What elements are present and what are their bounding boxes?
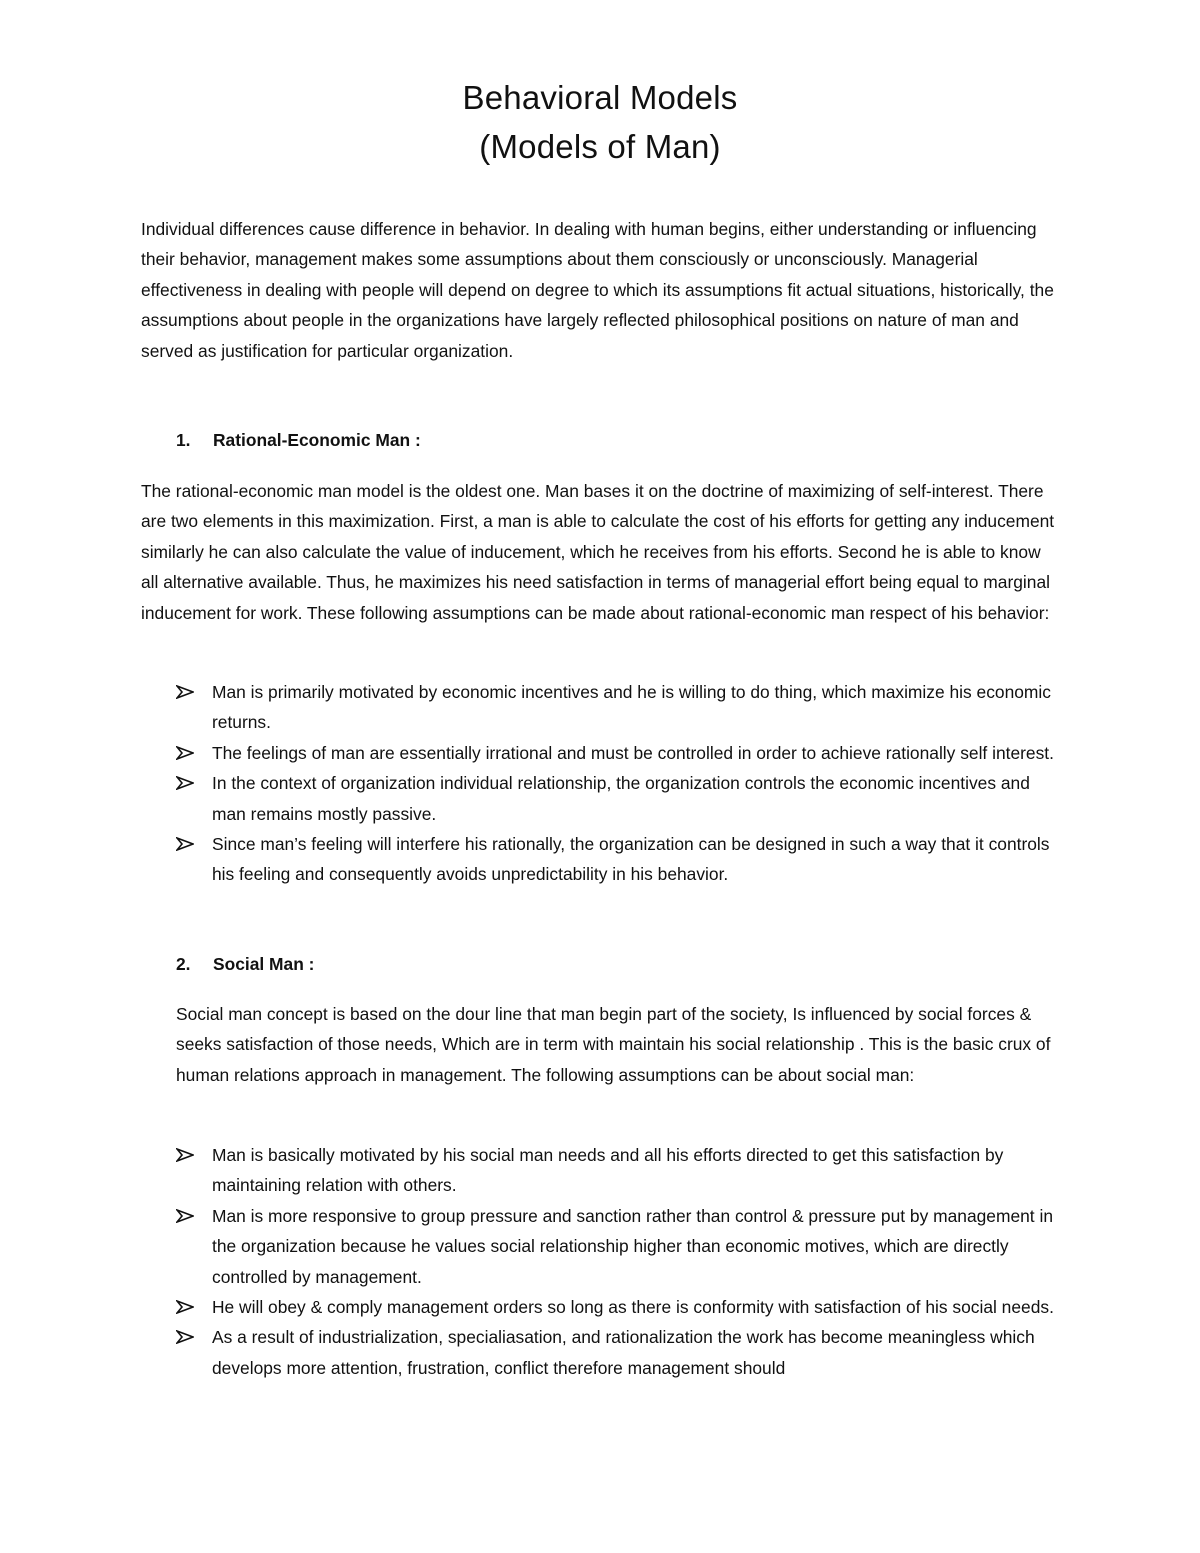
list-item-text: The feelings of man are essentially irrational and must be controlled in order to achieve rationally self interest. [212, 742, 1054, 763]
section-number: 2. [176, 954, 191, 974]
list-item [176, 1292, 1061, 1322]
section-heading-social-man [176, 949, 314, 979]
arrowhead-bullet-icon [176, 837, 194, 851]
list-item [176, 829, 1061, 890]
section-heading-rational-economic-man [176, 425, 421, 455]
list-item-text: He will obey & comply management orders so long as there is conformity with satisfaction of his social needs. [212, 1297, 1054, 1318]
list-item [176, 768, 1061, 829]
arrowhead-bullet-icon [176, 1300, 194, 1314]
arrowhead-bullet-icon [176, 746, 194, 760]
list-item [176, 1201, 1061, 1292]
arrowhead-bullet-icon [176, 685, 194, 699]
rational-economic-man-paragraph: The rational-economic man model is the oldest one. Man bases it on the doctrine of maximizing of self-interest. There are two elements in this maximization. First, a man is able to calculate the cost of his efforts for getting any inducement similarly he can also calculate the value of inducement, which he receives from his efforts. Second he is able to know all alternative available. Thus, he maximizes his need satisfaction in terms of managerial effort being equal to marginal inducement for work. These following assumptions can be made about rational-economic man respect of his behavior: [141, 481, 1055, 623]
rational-economic-man-assumptions-list [176, 677, 1061, 890]
arrowhead-bullet-icon [176, 1209, 194, 1223]
list-item [176, 1140, 1061, 1201]
arrowhead-bullet-icon [176, 1148, 194, 1162]
list-item-text: Since man’s feeling will interfere his rationally, the organization can be designed in such a way that it controls his feeling and consequently avoids unpredictability in his behavior. [212, 834, 1050, 885]
list-item-text: Man is primarily motivated by economic incentives and he is willing to do thing, which maximize his economic returns. [212, 682, 1051, 733]
document-title: Behavioral Models [462, 79, 738, 116]
intro-paragraph: Individual differences cause difference in behavior. In dealing with human begins, either understanding or influencing their behavior, management makes some assumptions about them consciously or unconsciously. Managerial effectiveness in dealing with people will depend on degree to which its assumptions fit actual situations, historically, the assumptions about people in the organizations have largely reflected philosophical positions on nature of man and served as justification for particular organization. [141, 219, 1054, 361]
list-item-text: In the context of organization individual relationship, the organization controls the economic incentives and man remains mostly passive. [212, 773, 1030, 824]
list-item [176, 738, 1061, 768]
list-item-text: As a result of industrialization, specialiasation, and rationalization the work has become meaningless which develops more attention, frustration, conflict therefore management should [212, 1327, 1035, 1378]
section-title: Social Man : [213, 954, 315, 974]
list-item [176, 1322, 1061, 1383]
arrowhead-bullet-icon [176, 776, 194, 790]
section-title: Rational-Economic Man : [213, 430, 421, 450]
arrowhead-bullet-icon [176, 1330, 194, 1344]
document-subtitle: (Models of Man) [479, 128, 721, 165]
list-item [176, 677, 1061, 738]
social-man-assumptions-list [176, 1140, 1061, 1383]
list-item-text: Man is basically motivated by his social man needs and all his efforts directed to get this satisfaction by maintaining relation with others. [212, 1145, 1004, 1196]
list-item-text: Man is more responsive to group pressure and sanction rather than control & pressure put by management in the organization because he values social relationship higher than economic motives, which are directly controlled by management. [212, 1205, 1054, 1287]
social-man-paragraph: Social man concept is based on the dour line that man begin part of the society, Is influenced by social forces & seeks satisfaction of those needs, Which are in term with maintain his social relationship . This is the basic crux of human relations approach in management. The following assumptions can be about social man: [176, 1004, 1051, 1085]
section-number: 1. [176, 430, 191, 450]
